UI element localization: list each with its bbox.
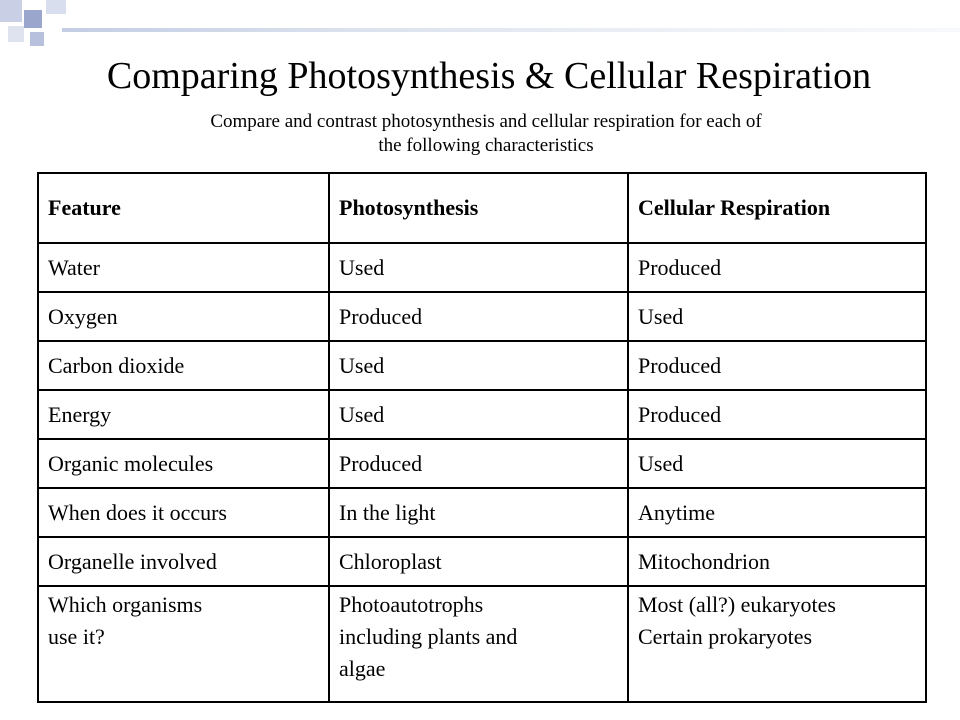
cell-line: Certain prokaryotes <box>638 624 813 649</box>
cell-line: Photoautotrophs <box>339 592 484 617</box>
cell-line: algae <box>339 656 386 681</box>
table-row <box>38 390 926 439</box>
photosynthesis-cell: In the light <box>329 488 628 537</box>
respiration-cell <box>628 586 926 702</box>
respiration-cell: Used <box>628 292 926 341</box>
photosynthesis-cell <box>329 586 628 702</box>
deco-square <box>30 32 44 46</box>
feature-cell <box>38 586 329 702</box>
respiration-cell: Produced <box>628 341 926 390</box>
feature-cell: Organelle involved <box>38 537 329 586</box>
respiration-cell: Produced <box>628 390 926 439</box>
header-cellular-respiration: Cellular Respiration <box>628 173 926 243</box>
respiration-cell: Anytime <box>628 488 926 537</box>
respiration-cell: Produced <box>628 243 926 292</box>
deco-square <box>8 26 24 42</box>
photosynthesis-cell: Used <box>329 341 628 390</box>
table-row <box>38 243 926 292</box>
feature-cell: Oxygen <box>38 292 329 341</box>
respiration-cell: Used <box>628 439 926 488</box>
deco-square <box>46 0 66 14</box>
photosynthesis-cell: Used <box>329 243 628 292</box>
subtitle-line: the following characteristics <box>378 135 594 156</box>
header-photosynthesis: Photosynthesis <box>329 173 628 243</box>
header-rule <box>62 28 960 32</box>
feature-cell: When does it occurs <box>38 488 329 537</box>
table-row <box>38 292 926 341</box>
cell-line: use it? <box>48 624 105 649</box>
table-header-row <box>38 173 926 243</box>
header-feature: Feature <box>38 173 329 243</box>
photosynthesis-cell: Chloroplast <box>329 537 628 586</box>
respiration-cell: Mitochondrion <box>628 537 926 586</box>
cell-line: Which organisms <box>48 592 203 617</box>
page-subtitle <box>0 110 960 158</box>
photosynthesis-cell: Produced <box>329 439 628 488</box>
deco-square <box>0 0 22 22</box>
feature-cell: Organic molecules <box>38 439 329 488</box>
table-row <box>38 586 926 702</box>
cell-line: Most (all?) eukaryotes <box>638 592 836 617</box>
page-title: Comparing Photosynthesis & Cellular Respiration <box>106 55 872 97</box>
table-row <box>38 439 926 488</box>
feature-cell: Carbon dioxide <box>38 341 329 390</box>
decorative-header <box>0 0 960 60</box>
deco-square <box>24 10 42 28</box>
photosynthesis-cell: Used <box>329 390 628 439</box>
table-row <box>38 488 926 537</box>
cell-line: including plants and <box>339 624 518 649</box>
table-row <box>38 537 926 586</box>
photosynthesis-cell: Produced <box>329 292 628 341</box>
feature-cell: Water <box>38 243 329 292</box>
subtitle-line: Compare and contrast photosynthesis and cellular respiration for each of <box>210 111 762 132</box>
feature-cell: Energy <box>38 390 329 439</box>
comparison-table <box>37 172 927 703</box>
table-row <box>38 341 926 390</box>
